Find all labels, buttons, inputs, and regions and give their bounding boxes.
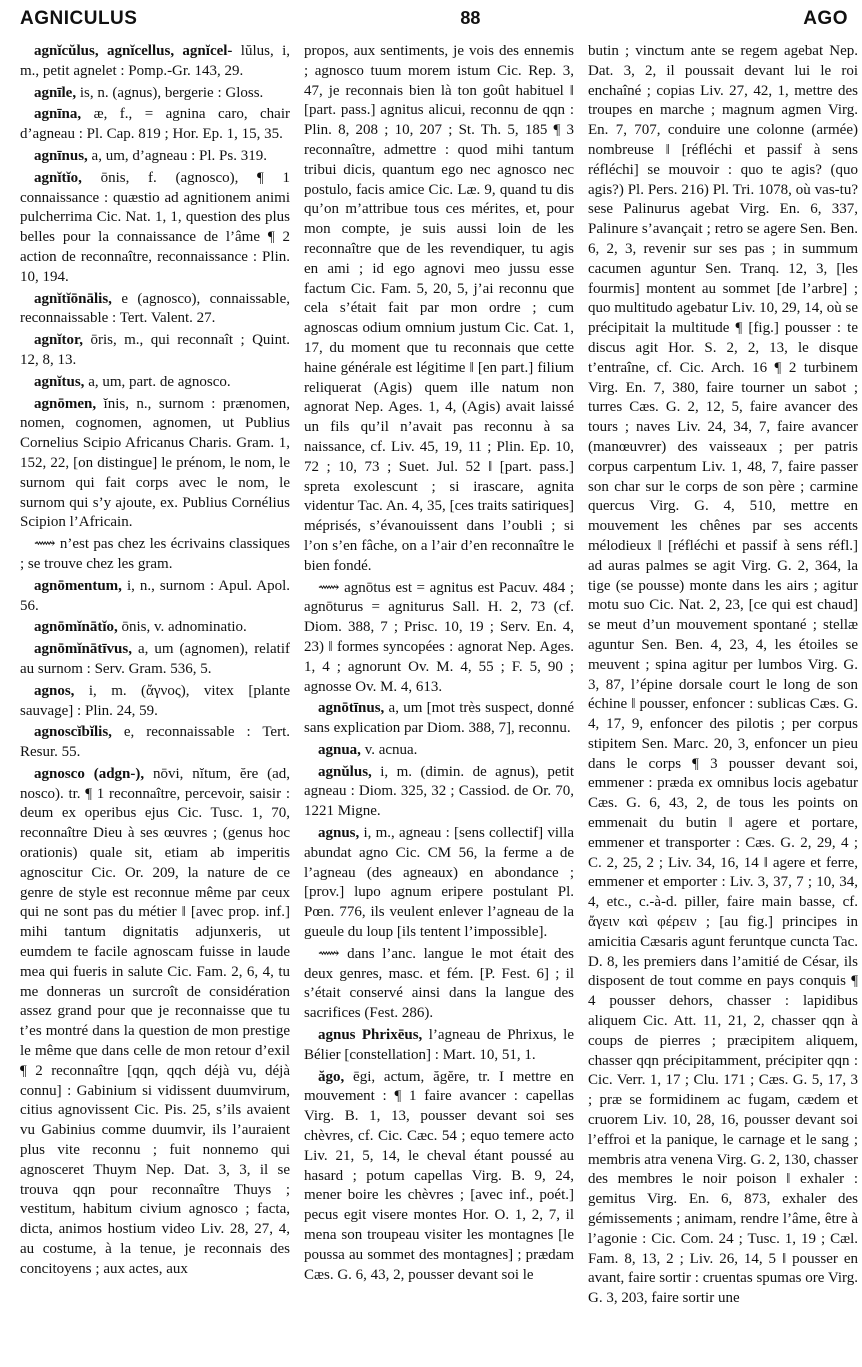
entry-definition: ōnis, v. adnominatio. xyxy=(121,619,247,636)
entry-definition: is, n. (agnus), bergerie : Gloss. xyxy=(79,84,264,101)
entry-definition: a, um, d’agneau : Pl. Ps. 319. xyxy=(91,147,267,164)
dictionary-entry xyxy=(20,42,290,82)
entry-headword: ăgo, xyxy=(318,1068,345,1085)
text-columns xyxy=(20,42,858,1311)
entry-headword: agnua, xyxy=(318,741,361,758)
column-2 xyxy=(304,42,574,1311)
dictionary-entry xyxy=(20,682,290,722)
dictionary-entry xyxy=(20,290,290,330)
entry-headword: agnŭlus, xyxy=(318,763,372,780)
entry-definition: ōris, m., qui reconnaît ; Quint. 12, 8, 13. xyxy=(20,332,290,368)
entry-definition: l’agneau de Phrixus, le Bélier [constellation] : Mart. 10, 51, 1. xyxy=(304,1027,574,1063)
dictionary-entry xyxy=(304,579,574,698)
entry-definition: ⟿ n’est pas chez les écrivains classiques ; se trouve chez les gram. xyxy=(20,536,290,572)
dictionary-entry xyxy=(20,169,290,288)
entry-headword: agnīle, xyxy=(34,84,77,101)
dictionary-entry xyxy=(304,945,574,1024)
dictionary-entry xyxy=(20,765,290,1280)
dictionary-entry xyxy=(588,42,858,1309)
dictionary-entry xyxy=(20,84,290,104)
entry-headword: agnīnus, xyxy=(34,147,88,164)
entry-definition: propos, aux sentiments, je vois des ennemis ; agnosco tuum morem istum Cic. Rep. 3, 47, je reconnais bien là ton goût habituel ‖ [part. pass.] agnitus alicui, reconnu de qqn : Plin. 8, 208 ; 10, 207 ; St. Th. 5, 185 ¶ 3 reconnaître, admettre : quod mihi tantum tribui dicis, quantum ego nec agnosco nec postulo, facis amice Cic. Læ. 9, quand tu dis qu’on m’attribue tous ces mérites, et, pour mon compte, je suis aussi loin de les reconnaître que de les revendiquer, tu agis en ami ; id ego agnovi meo jussu esse factum Cic. Fam. 5, 20, 5, j’ai reconnu que cela s’était fait par mon ordre ; cum agnoscas odium omnium justum Cic. Cat. 1, 17, du moment que tu reconnais que cette haine générale est légitime ‖ [en part.] filium reliquerat (Agis) quem ille natum non agnorat Nep. Ages. 1, 4, (Agis) avait laissé un fils qu’il n’avait pas reconnu à sa naissance, cf. Liv. 45, 19, 11 ; Plin. Ep. 10, 72 ; 10, 73 ; Suet. Jul. 52 ‖ [part. pass.] spreta exolescunt ; si irascare, agnita videntur Tac. An. 4, 35, [ces traits satiriques] méprisés, s’évanouissent dans l’oubli ; si l’on s’en fâche, on a l’air d’en reconnaître le bien fondé. xyxy=(304,43,574,574)
entry-definition: lŭlus, i, m., petit agnelet : Pomp.-Gr. 143, 29. xyxy=(20,43,291,79)
dictionary-entry xyxy=(304,1026,574,1066)
column-3 xyxy=(588,42,858,1311)
dictionary-entry xyxy=(20,723,290,763)
dictionary-entry xyxy=(304,42,574,577)
page-number: 88 xyxy=(460,8,481,28)
dictionary-entry xyxy=(20,373,290,393)
entry-headword: agnus, xyxy=(318,825,360,842)
entry-headword: agnōmen, xyxy=(34,395,97,412)
entry-definition: butin ; vinctum ante se regem agebat Nep. Dat. 3, 2, il poussait devant lui le roi enchaîné ; copias Liv. 27, 42, 1, mettre des troupes en marche ; magnum agmen Virg. En. 7, 707, conduire une colonne (armée) nombreuse ‖ [réfléchi et passif à sens réfléchi] se mouvoir : quo te agis? (quo agis?) Pl. Pers. 216) Pl. Tri. 1078, où vas-tu? sese Palinurus agebat Virg. En. 6, 337, Palinure s’avançait ; retro se agere Sen. Ben. 6, 2, 3, revenir sur ses pas ; in summum cacumen aguntur Sen. Tranq. 12, 3, [les fourmis] montent au sommet [de l’arbre] ; quo multitudo agebatur Liv. 10, 29, 14, où se précipitait la multitude ¶ [fig.] pousser : te discus agit Hor. S. 2, 2, 13, le disque t’entraîne, cf. Cic. Arch. 16 ¶ 2 turbinem Virg. En. 7, 380, faire tourner un sabot ; turres Cæs. G. 2, 12, 5, faire avancer des tours ; naves Liv. 24, 34, 7, faire avancer (manœuvrer) des vaisseaux ; per patris corpus carpentum Liv. 1, 48, 7, faire passer son char sur le corps de son père ; carmine quercus Virg. G. 4, 510, mettre en mouvement les chênes par ses accents mélodieux ‖ [réfléchi et passif à sens réfl.] ad auras palmes se agit Virg. G. 2, 364, la tige (se pousse) monte dans les airs ; agitur motu suo Cic. Nat. 2, 23, [ce qui est chaud] se meut d’un mouvement spontané ; stellæ aguntur Sen. Ben. 4, 23, 4, les étoiles se meuvent ; spina agitur per lumbos Virg. G. 3, 87, l’épine dorsale court le long de son échine ‖ pousser, enfoncer : sublicas Cæs. G. 4, 17, 9, enfoncer des pilotis ; per corpus stipitem Sen. Marc. 20, 3, enfoncer un pieu dans le corps ¶ 3 pousser devant soi, emmener : præda ex omnibus locis agebatur Cæs. G. 6, 43, 2, de tous les points on emmenait du butin ‖ agere et portare, emmener et transporter : Cæs. G. 2, 29, 4 ; C. 2, 25, 2 ; Liv. 34, 16, 14 ‖ agere et ferre, emmener et emporter : Liv. 3, 37, 7 ; 10, 34, 4, etc., c.-à-d. piller, faire main basse, cf. ἄγειν καὶ φέρειν ; [au fig.] principes in amicitia Cæsaris agunt feruntque cuncta Tac. D. 8, les premiers dans l’amitié de César, ils disposent de tout comme en pays conquis ¶ 4 pousser dehors, chasser : lapidibus aliquem Cic. Att. 11, 21, 2, chasser qqn à coups de pierres ; præcipitem aliquem, chasser qqn précipitamment, précipiter qqn : Cic. Verr. 1, 17 ; Clu. 171 ; Cæs. G. 5, 17, 3 ; præ se formidinem ac fugam, cædem et cruorem Liv. 10, 28, 16, pousser devant soi l’effroi et la panique, le carnage et le sang ; membris atra venena Virg. G. 2, 130, chasser des membres le noir poison ‖ exhaler : gemitus Virg. En. 6, 873, exhaler des gémissements ; animam, rendre l’âme, être à l’agonie : Cic. Com. 24 ; Tusc. 1, 19 ; Cæl. Fam. 8, 13, 2 ; Liv. 26, 14, 5 ‖ pousser en avant, faire sortir : cruentas spumas ore Virg. G. 3, 203, faire sortir une xyxy=(588,43,858,1307)
column-1 xyxy=(20,42,290,1311)
entry-definition: ĭnis, n., surnom : prænomen, nomen, cognomen, agnomen, ut Publius Cornelius Scipio Africanus Charis. Gram. 1, 152, 22, [on distingue] le prénom, le nom, le surnom qui fait corps avec le nom, le surnom qui s’y ajoute, ex. Publius Cornélius Scipion l’Africain. xyxy=(20,395,290,531)
entry-definition: e (agnosco), connaissable, reconnaissable : Tert. Valent. 27. xyxy=(20,290,290,327)
entry-headword: agnĭtĭōnālis, xyxy=(34,290,112,307)
entry-headword: agnōtīnus, xyxy=(318,700,385,717)
entry-headword: agnĭtĭo, xyxy=(34,169,82,186)
dictionary-entry xyxy=(20,331,290,371)
entry-definition: ⟿ agnōtus est = agnitus est Pacuv. 484 ; agnōturus = agniturus Sall. H. 2, 73 (cf. Diom. 388, 7 ; Prisc. 10, 19 ; Serv. En. 4, 23) ‖ formes syncopées : agnorat Nep. Ages. 1, 4 ; agnorunt Ov. M. 4, 55 ; F. 5, 90 ; agnosse Ov. M. 4, 613. xyxy=(304,579,574,695)
entry-headword: agnĭtus, xyxy=(34,373,85,390)
dictionary-entry xyxy=(20,618,290,638)
entry-headword: agnōmĭnātĭo, xyxy=(34,619,118,636)
left-running-headword: AGNICULUS xyxy=(20,8,138,29)
dictionary-entry xyxy=(304,1068,574,1286)
dictionary-entry xyxy=(20,640,290,680)
dictionary-entry xyxy=(304,824,574,943)
entry-headword: agnosco (adgn-), xyxy=(34,765,145,782)
entry-headword: agnoscĭbĭlis, xyxy=(34,724,112,741)
entry-definition: ōnis, f. (agnosco), ¶ 1 connaissance : quæstio ad agnitionem animi pulcherrima Cic. Nat. 1, 1, question des plus belles pour la connaissance de l’âme ¶ 2 action de reconnaître, reconnaissance : Plin. 10, 194. xyxy=(20,169,290,285)
entry-headword: agnos, xyxy=(34,682,75,699)
entry-definition: v. acnua. xyxy=(364,741,418,758)
entry-definition: e, reconnaissable : Tert. Resur. 55. xyxy=(20,724,290,761)
dictionary-entry xyxy=(304,741,574,761)
entry-definition: a, um (agnomen), relatif au surnom : Serv. Gram. 536, 5. xyxy=(20,641,290,677)
entry-definition: i, n., surnom : Apul. Apol. 56. xyxy=(20,577,290,614)
dictionary-entry xyxy=(20,535,290,575)
dictionary-entry xyxy=(20,577,290,617)
entry-definition: ⟿ dans l’anc. langue le mot était des deux genres, masc. et fém. [P. Fest. 6] ; il s’était conservé ainsi dans la langue des sacrifices (Fest. 286). xyxy=(304,945,574,1022)
entry-definition: nōvi, nĭtum, ĕre (ad, nosco). tr. ¶ 1 reconnaître, percevoir, saisir : deum ex operibus ejus Cic. Tusc. 1, 70, reconnaître Dieu à ses œuvres ; (genus hoc orationis) quale sit, etiam ab imperitis agnoscitur Cic. Or. 209, la nature de ce genre de style est reconnue même par ceux qui ne sont pas du métier ‖ [avec prop. inf.] mihi tantum dignitatis adjunxeris, ut eumdem te facile agnoscam fuisse in laude mea qui fueris in salute Cic. Fam. 2, 6, 4, tu me donneras un surcroît de considération assez grand pour que je reconnaisse que tu t’es montré dans la question de mon prestige le même que dans celle de mon retour d’exil ¶ 2 reconnaître [qqn, qqch déjà vu, déjà connu] : Gabinium si vidissent duumvirum, citius agnovissent Cic. Pis. 25, s’ils avaient vu Gabinius comme duumvir, ils l’auraient plus vite reconnu ; fuit nonnemo qui agnosceret Thuym Nep. Dat. 3, 3, il se trouva qqn pour reconnaître Thuys ; vestitum, habitum civium agnosco ; facta, dicta, animos hostium video Liv. 28, 27, 4, au costume, à la tenue, je reconnais des concitoyens ; aux actes, aux xyxy=(20,765,291,1277)
dictionary-entry xyxy=(304,763,574,822)
entry-definition: ēgi, actum, ăgĕre, tr. I mettre en mouvement : ¶ 1 faire avancer : capellas Virg. B. 1, 13, pousser devant soi ses chèvres, cf. Cic. Cæc. 54 ; equo temere acto Liv. 21, 5, 14, le cheval étant poussé au hasard ; potum capellas Virg. B. 9, 24, mener boire les chèvres ; [avec inf., poét.] pecus egit visere montes Hor. O. 1, 2, 7, il mena son troupeau visiter les montagnes [le poussa au sommet des montagnes] ; prædam Cæs. G. 6, 43, 2, pousser devant soi le xyxy=(304,1068,575,1283)
entry-definition: i, m., agneau : [sens collectif] villa abundat agno Cic. CM 56, la ferme a de l’agneau (des agneaux) en abondance ; [prov.] lupo agnum eripere postulant Pl. Pœn. 776, ils veulent enlever l’agneau de la gueule du loup [ils tentent l’impossible]. xyxy=(304,825,574,941)
entry-definition: æ, f., = agnina caro, chair d’agneau : Pl. Cap. 819 ; Hor. Ep. 1, 15, 35. xyxy=(20,106,291,143)
entry-definition: i, m. (ἄγνος), vitex [plante sauvage] : Plin. 24, 59. xyxy=(20,682,290,719)
dictionary-entry xyxy=(20,147,290,167)
entry-headword: agnĭcŭlus, agnĭcellus, agnĭcel- xyxy=(34,43,233,59)
right-running-headword: AGO xyxy=(803,8,848,29)
entry-definition: i, m. (dimin. de agnus), petit agneau : Diom. 325, 32 ; Cassiod. de Or. 70, 1221 Migne. xyxy=(304,763,575,820)
page-header xyxy=(20,8,848,42)
entry-headword: agnus Phrixēus, xyxy=(318,1027,423,1044)
dictionary-entry xyxy=(20,395,290,534)
entry-headword: agnĭtor, xyxy=(34,332,84,349)
entry-definition: a, um [mot très suspect, donné sans explication par Diom. 388, 7], reconnu. xyxy=(304,700,574,737)
entry-definition: a, um, part. de agnosco. xyxy=(88,373,231,390)
entry-headword: agnōmĭnātīvus, xyxy=(34,641,132,658)
entry-headword: agnōmentum, xyxy=(34,577,122,594)
entry-headword: agnīna, xyxy=(34,106,82,123)
dictionary-entry xyxy=(304,699,574,739)
dictionary-entry xyxy=(20,105,290,145)
